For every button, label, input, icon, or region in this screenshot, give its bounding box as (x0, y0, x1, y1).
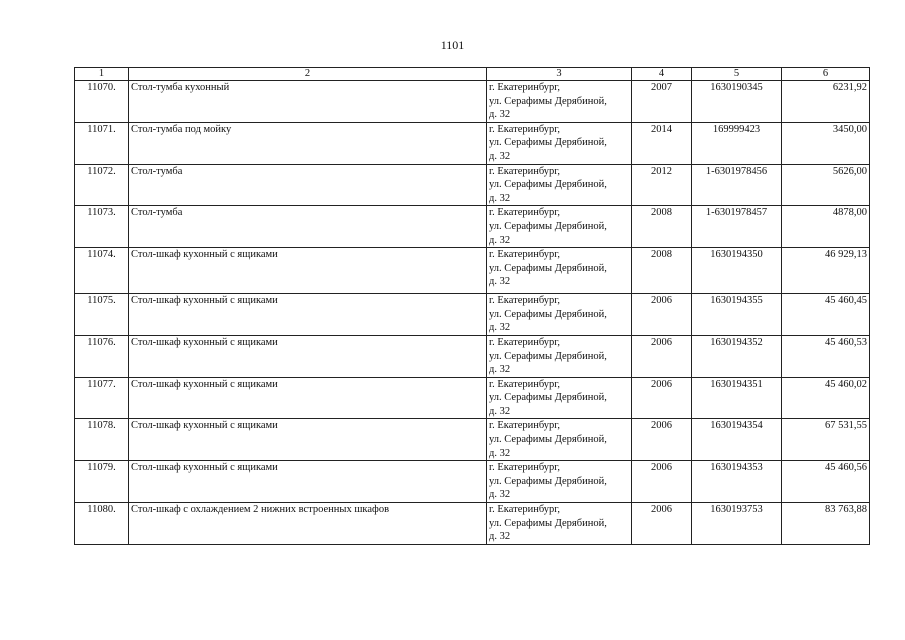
item-cost: 3450,00 (782, 122, 870, 164)
address-line: ул. Серафимы Дерябиной, (489, 350, 607, 362)
address-line: д. 32 (489, 109, 511, 121)
inventory-number: 1630194353 (692, 461, 782, 503)
item-name: Стол-шкаф кухонный с ящиками (129, 419, 487, 461)
item-year: 2006 (632, 503, 692, 545)
table-row (75, 248, 870, 294)
item-address (487, 335, 632, 377)
item-address (487, 164, 632, 206)
header-col-2: 2 (129, 68, 487, 81)
address-line: д. 32 (489, 150, 511, 162)
item-year: 2006 (632, 335, 692, 377)
address-line: г. Екатеринбург, (489, 123, 561, 135)
header-col-5: 5 (692, 68, 782, 81)
item-name: Стол-тумба (129, 164, 487, 206)
row-number: 11072. (75, 164, 129, 206)
row-number: 11074. (75, 248, 129, 294)
row-number: 11075. (75, 294, 129, 336)
inventory-number: 1630193753 (692, 503, 782, 545)
header-col-3: 3 (487, 68, 632, 81)
item-cost: 45 460,02 (782, 377, 870, 419)
row-number: 11073. (75, 206, 129, 248)
address-line: д. 32 (489, 531, 511, 543)
item-address (487, 461, 632, 503)
table-row (75, 164, 870, 206)
item-address (487, 206, 632, 248)
item-name: Стол-шкаф кухонный с ящиками (129, 335, 487, 377)
table-header (75, 68, 870, 81)
address-line: д. 32 (489, 234, 511, 246)
table-row (75, 206, 870, 248)
item-name: Стол-тумба (129, 206, 487, 248)
table-row (75, 122, 870, 164)
address-line: г. Екатеринбург, (489, 82, 561, 93)
item-name: Стол-тумба под мойку (129, 122, 487, 164)
table-row (75, 461, 870, 503)
item-year: 2006 (632, 419, 692, 461)
address-line: г. Екатеринбург, (489, 462, 561, 474)
inventory-number: 1630194352 (692, 335, 782, 377)
item-year: 2007 (632, 81, 692, 123)
address-line: ул. Серафимы Дерябиной, (489, 475, 607, 487)
address-line: г. Екатеринбург, (489, 165, 561, 177)
item-name: Стол-шкаф кухонный с ящиками (129, 248, 487, 294)
address-line: д. 32 (489, 447, 511, 459)
item-cost: 67 531,55 (782, 419, 870, 461)
address-line: ул. Серафимы Дерябиной, (489, 434, 607, 446)
item-address (487, 122, 632, 164)
table-row (75, 419, 870, 461)
address-line: ул. Серафимы Дерябиной, (489, 392, 607, 404)
inventory-number: 1630194350 (692, 248, 782, 294)
address-line: д. 32 (489, 276, 511, 288)
item-address (487, 248, 632, 294)
item-cost: 45 460,56 (782, 461, 870, 503)
row-number: 11077. (75, 377, 129, 419)
table-row (75, 503, 870, 545)
inventory-number: 1-6301978457 (692, 206, 782, 248)
table-row (75, 294, 870, 336)
header-row (75, 68, 870, 81)
item-year: 2006 (632, 294, 692, 336)
address-line: г. Екатеринбург, (489, 295, 561, 307)
header-col-1: 1 (75, 68, 129, 81)
registry-table (74, 67, 870, 545)
address-line: г. Екатеринбург, (489, 336, 561, 348)
row-number: 11071. (75, 122, 129, 164)
item-cost: 45 460,53 (782, 335, 870, 377)
header-col-6: 6 (782, 68, 870, 81)
address-line: д. 32 (489, 364, 511, 376)
item-name: Стол-шкаф кухонный с ящиками (129, 461, 487, 503)
address-line: ул. Серафимы Дерябиной, (489, 262, 607, 274)
table-row (75, 81, 870, 123)
address-line: ул. Серафимы Дерябиной, (489, 95, 607, 107)
address-line: г. Екатеринбург, (489, 249, 561, 261)
item-year: 2012 (632, 164, 692, 206)
address-line: г. Екатеринбург, (489, 420, 561, 432)
item-year: 2008 (632, 248, 692, 294)
address-line: д. 32 (489, 489, 511, 501)
table-body (75, 81, 870, 545)
address-line: ул. Серафимы Дерябиной, (489, 220, 607, 232)
row-number: 11070. (75, 81, 129, 123)
item-cost: 6231,92 (782, 81, 870, 123)
row-number: 11080. (75, 503, 129, 545)
inventory-number: 1630194355 (692, 294, 782, 336)
row-number: 11078. (75, 419, 129, 461)
address-line: д. 32 (489, 322, 511, 334)
item-address (487, 503, 632, 545)
address-line: ул. Серафимы Дерябиной, (489, 517, 607, 529)
inventory-number: 169999423 (692, 122, 782, 164)
item-cost: 4878,00 (782, 206, 870, 248)
row-number: 11076. (75, 335, 129, 377)
item-cost: 83 763,88 (782, 503, 870, 545)
item-year: 2014 (632, 122, 692, 164)
address-line: г. Екатеринбург, (489, 504, 561, 516)
table-row (75, 377, 870, 419)
item-address (487, 294, 632, 336)
item-year: 2006 (632, 377, 692, 419)
item-cost: 45 460,45 (782, 294, 870, 336)
item-address (487, 419, 632, 461)
row-number: 11079. (75, 461, 129, 503)
inventory-number: 1630194351 (692, 377, 782, 419)
address-line: д. 32 (489, 192, 511, 204)
item-address (487, 81, 632, 123)
address-line: ул. Серафимы Дерябиной, (489, 179, 607, 191)
item-cost: 46 929,13 (782, 248, 870, 294)
item-cost: 5626,00 (782, 164, 870, 206)
address-line: г. Екатеринбург, (489, 378, 561, 390)
address-line: ул. Серафимы Дерябиной, (489, 137, 607, 149)
item-year: 2008 (632, 206, 692, 248)
address-line: г. Екатеринбург, (489, 207, 561, 219)
item-name: Стол-шкаф с охлаждением 2 нижних встроенных шкафов (129, 503, 487, 545)
table-row (75, 335, 870, 377)
item-name: Стол-шкаф кухонный с ящиками (129, 294, 487, 336)
address-line: ул. Серафимы Дерябиной, (489, 308, 607, 320)
item-name: Стол-тумба кухонный (129, 81, 487, 123)
inventory-number: 1630190345 (692, 81, 782, 123)
page-number: 1101 (440, 38, 465, 52)
item-address (487, 377, 632, 419)
header-col-4: 4 (632, 68, 692, 81)
item-year: 2006 (632, 461, 692, 503)
inventory-number: 1630194354 (692, 419, 782, 461)
item-name: Стол-шкаф кухонный с ящиками (129, 377, 487, 419)
inventory-number: 1-6301978456 (692, 164, 782, 206)
address-line: д. 32 (489, 405, 511, 417)
